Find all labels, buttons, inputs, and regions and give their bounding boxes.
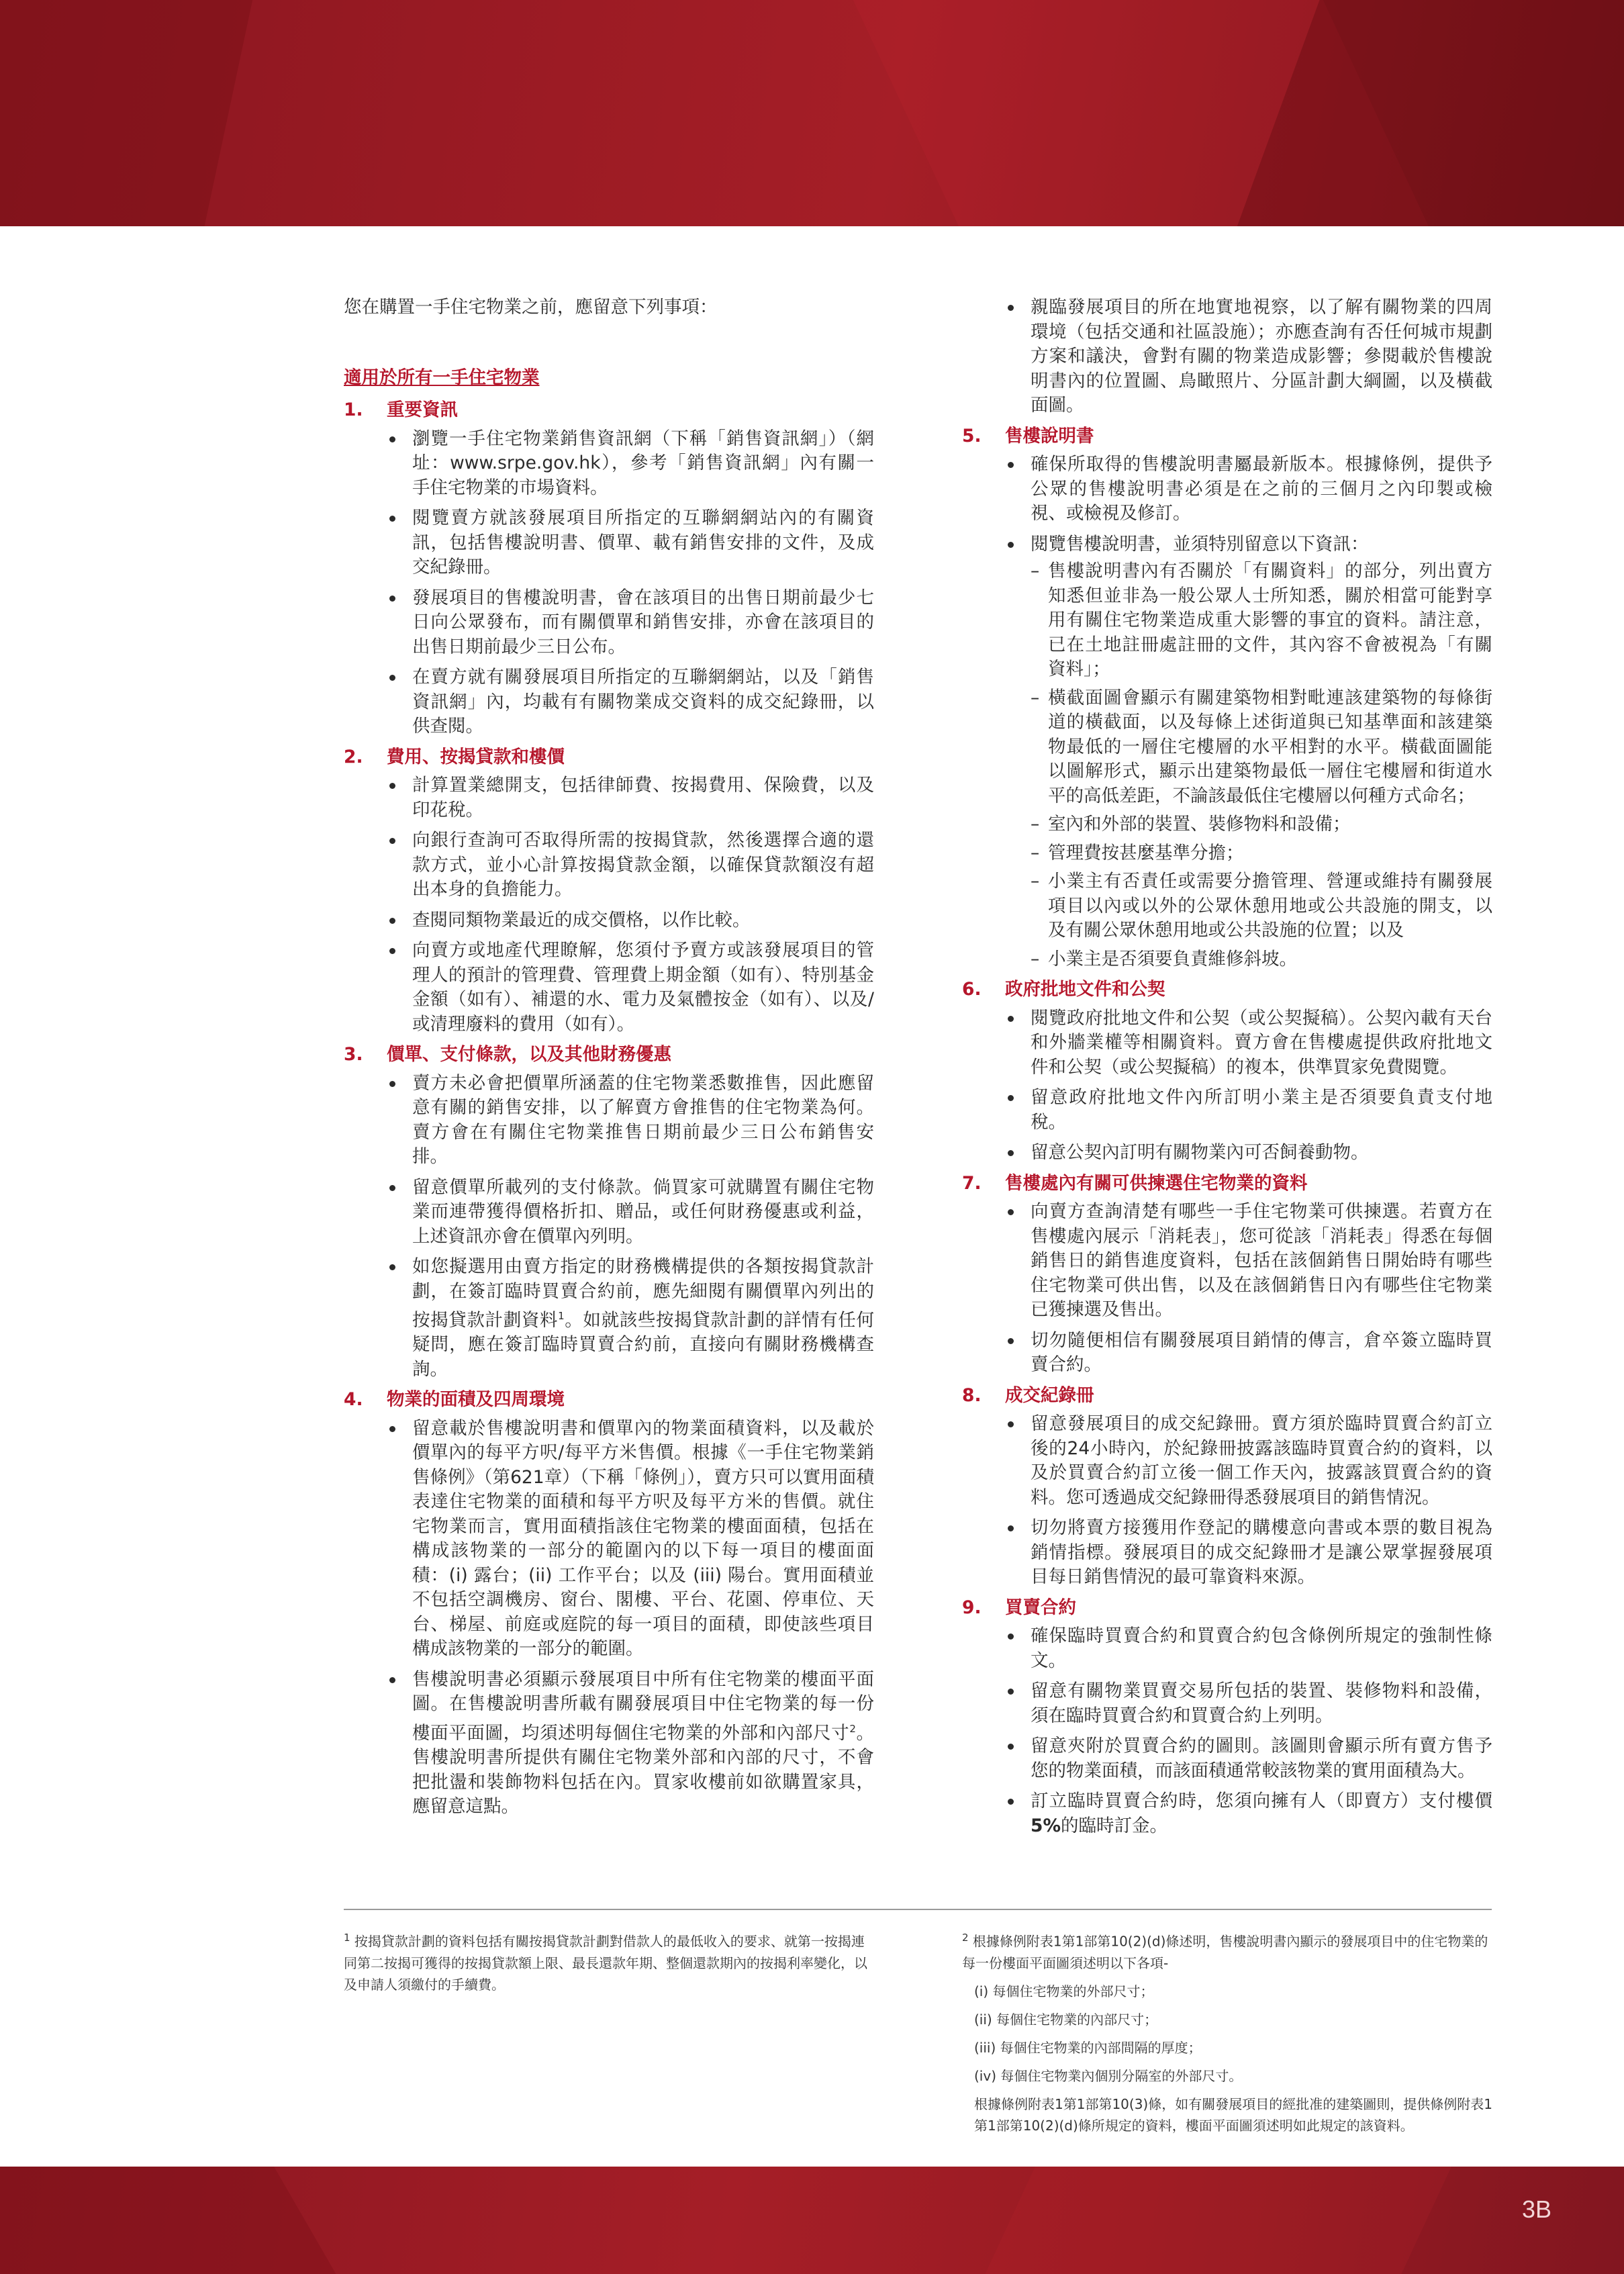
list-item: 向銀行查詢可否取得所需的按揭貸款，然後選擇合適的還款方式，並小心計算按揭貸款金額，以確保貸款額沒有超出本身的負擔能力。 xyxy=(387,828,874,902)
sublist-item: – 室內和外部的裝置、裝修物料和設備； xyxy=(1031,812,1492,837)
list-item: 發展項目的售樓說明書，會在該項目的出售日期前最少七日向公眾發布，而有關價單和銷售安排，亦會在該項目的出售日期前最少三日公布。 xyxy=(387,586,874,660)
footnote-divider xyxy=(344,1909,1492,1910)
sublist-item: – 售樓說明書內有否關於「有關資料」的部分，列出賣方知悉但並非為一般公眾人士所知悉，關於相當可能對享用有關住宅物業造成重大影響的事宜的資料。請注意，已在土地註冊處註冊的文件，其內容不會被視為「有關資料」； xyxy=(1031,559,1492,682)
list-item: 售樓說明書必須顯示發展項目中所有住宅物業的樓面平面圖。在售樓說明書所載有關發展項目中住宅物業的每一份樓面平面圖，均須述明每個住宅物業的外部和內部尺寸$^2$。售樓說明書所提供有關住宅物業外部和內部的尺寸，不會把批盪和裝飾物料包括在內。買家收樓前如欲購置家具，應留意這點。 xyxy=(387,1668,874,1819)
list-item: 瀏覽一手住宅物業銷售資訊網（下稱「銷售資訊網」）（網址：www.srpe.gov.hk），參考「銷售資訊網」內有關一手住宅物業的市場資料。 xyxy=(387,427,874,501)
footnote-item: (ii) 每個住宅物業的內部尺寸； xyxy=(974,2011,1158,2028)
page-number: 3B xyxy=(1521,2195,1551,2223)
sublist-item: – 小業主是否須要負責維修斜坡。 xyxy=(1031,947,1492,972)
list-8 xyxy=(962,1412,1492,1590)
list-3 xyxy=(344,1072,874,1382)
sublist-item: – 管理費按甚麼基準分擔； xyxy=(1031,841,1492,866)
list-item: 賣方未必會把價單所涵蓋的住宅物業悉數推售，因此應留意有關的銷售安排，以了解賣方會推售的住宅物業為何。賣方會在有關住宅物業推售日期前最少三日公布銷售安排。 xyxy=(387,1072,874,1170)
list-item: 確保所取得的售樓說明書屬最新版本。根據條例，提供予公眾的售樓說明書必須是在之前的三個月之內印製或檢視、或檢視及修訂。 xyxy=(1005,453,1492,526)
footnote-2: $^2$ 根據條例附表1第1部第10(2)(d)條述明，售樓說明書內顯示的發展項目中的住宅物業的每一份樓面平面圖須述明以下各項- (i) 每個住宅物業的外部尺寸； (ii) 每個住宅物業的內部尺寸； (iii) 每個住宅物業的內部間隔的厚度； (iv) 每個住宅物業內個別分隔室的外部尺寸。 根據條例附表1第1部第10(3)條，如有關發展項目的經批准的建築圖則，提供條例附表1第1部第10(2)(d)條所規定的資料，樓面平面圖須述明如此規定的該資料。 xyxy=(962,1927,1492,2143)
heading-6: 6. 政府批地文件和公契 xyxy=(962,979,1165,1000)
list-item: 留意價單所載列的支付條款。倘買家可就購置有關住宅物業而連帶獲得價格折扣、贈品，或任何財務優惠或利益，上述資訊亦會在價單內列明。 xyxy=(387,1176,874,1249)
footnote-item: (i) 每個住宅物業的外部尺寸； xyxy=(974,1983,1154,1999)
heading-5: 5. 售樓說明書 xyxy=(962,425,1094,446)
deposit-percent: 5% xyxy=(1031,1815,1061,1836)
heading-8: 8. 成交紀錄冊 xyxy=(962,1384,1094,1406)
list-item: 閱覽售樓說明書，並須特別留意以下資訊： – 售樓說明書內有否關於「有關資料」的部分，列出賣方知悉但並非為一般公眾人士所知悉，關於相當可能對享用有關住宅物業造成重大影響的事宜的資料。請注意，已在土地註冊處註冊的文件，其內容不會被視為「有關資料」； – 橫截面圖會顯示有關建築物相對毗連該建築物的每條街道的橫截面，以及每條上述街道與已知基準面和該建築物最低的一層住宅樓層的水平相對的水平。橫截面圖能以圖解形式，顯示出建築物最低一層住宅樓層和街道水平的高低差距，不論該最低住宅樓層以何種方式命名； – 室內和外部的裝置、裝修物料和設備； – 管理費按甚麼基準分擔； – 小業主有否責任或需要分擔管理、營運或維持有關發展項目以內或以外的公眾休憩用地或公共設施的開支，以及有關公眾休憩用地或公共設施的位置；以及 – 小業主是否須要負責維修斜坡。 xyxy=(1005,532,1492,972)
list-7 xyxy=(962,1200,1492,1378)
sublist xyxy=(1031,559,1492,972)
list-item: 留意發展項目的成交紀錄冊。賣方須於臨時買賣合約訂立後的24小時內，於紀錄冊披露該臨時買賣合約的資料，以及於買賣合約訂立後一個工作天內，披露該買賣合約的資料。您可透過成交紀錄冊得悉發展項目的銷售情況。 xyxy=(1005,1412,1492,1510)
banner-facet xyxy=(975,2167,1454,2274)
footnote-outro: 根據條例附表1第1部第10(3)條，如有關發展項目的經批准的建築圖則，提供條例附表1第1部第10(2)(d)條所規定的資料，樓面平面圖須述明如此規定的該資料。 xyxy=(974,2095,1492,2134)
list-4 xyxy=(344,1417,874,1819)
list-6 xyxy=(962,1006,1492,1166)
list-item: 訂立臨時買賣合約時，您須向擁有人（即賣方）支付樓價5%的臨時訂金。 xyxy=(1005,1789,1492,1838)
list-item: 切勿將賣方接獲用作登記的購樓意向書或本票的數目視為銷情指標。發展項目的成交紀錄冊才是讓公眾掌握發展項目每日銷售情況的最可靠資料來源。 xyxy=(1005,1516,1492,1590)
list-9 xyxy=(962,1624,1492,1838)
right-column xyxy=(962,295,1492,1844)
heading-7: 7. 售樓處內有關可供揀選住宅物業的資料 xyxy=(962,1172,1308,1194)
list-item: 切勿隨便相信有關發展項目銷情的傳言，倉卒簽立臨時買賣合約。 xyxy=(1005,1329,1492,1378)
list-item: 親臨發展項目的所在地實地視察，以了解有關物業的四周環境（包括交通和社區設施）；亦應查詢有否任何城市規劃方案和議決，會對有關的物業造成影響；參閱載於售樓說明書內的位置圖、鳥瞰照片、分區計劃大綱圖，以及橫截面圖。 xyxy=(1005,295,1492,418)
list-2 xyxy=(344,773,874,1037)
left-column xyxy=(344,295,874,1826)
banner-facet xyxy=(0,2167,348,2274)
list-item: 留意有關物業買賣交易所包括的裝置、裝修物料和設備，須在臨時買賣合約和買賣合約上列明。 xyxy=(1005,1679,1492,1728)
intro-text: 您在購置一手住宅物業之前，應留意下列事項： xyxy=(344,297,718,318)
list-item: 閱覽政府批地文件和公契（或公契擬稿）。公契內載有天台和外牆業權等相關資料。賣方會在售樓處提供政府批地文件和公契（或公契擬稿）的複本，供準買家免費閱覽。 xyxy=(1005,1006,1492,1080)
footnote-ref-2: 2 xyxy=(849,1722,856,1735)
list-item: 閱覽賣方就該發展項目所指定的互聯網網站內的有關資訊，包括售樓說明書、價單、載有銷售安排的文件，及成交紀錄冊。 xyxy=(387,506,874,580)
list-item: 留意公契內訂明有關物業內可否飼養動物。 xyxy=(1005,1141,1492,1166)
list-4-continued xyxy=(962,295,1492,418)
list-item: 計算置業總開支，包括律師費、按揭費用、保險費，以及印花稅。 xyxy=(387,773,874,822)
list-item: 留意政府批地文件內所訂明小業主是否須要負責支付地稅。 xyxy=(1005,1086,1492,1135)
section-title: 適用於所有一手住宅物業 xyxy=(344,367,540,388)
sublist-item: – 小業主有否責任或需要分擔管理、營運或維持有關發展項目以內或以外的公眾休憩用地或公共設施的開支，以及有關公眾休憩用地或公共設施的位置；以及 xyxy=(1031,869,1492,943)
heading-4: 4. 物業的面積及四周環境 xyxy=(344,1389,565,1411)
sublist-item: – 橫截面圖會顯示有關建築物相對毗連該建築物的每條街道的橫截面，以及每條上述街道與已知基準面和該建築物最低的一層住宅樓層的水平相對的水平。橫截面圖能以圖解形式，顯示出建築物最低一層住宅樓層和街道水平的高低差距，不論該最低住宅樓層以何種方式命名； xyxy=(1031,686,1492,809)
top-banner xyxy=(0,0,1624,226)
heading-1: 1. 重要資訊 xyxy=(344,399,458,420)
list-item: 留意載於售樓說明書和價單內的物業面積資料，以及載於價單內的每平方呎/每平方米售價。根據《一手住宅物業銷售條例》（第621章）（下稱「條例」），賣方只可以實用面積表達住宅物業的面積和每平方呎及每平方米的售價。就住宅物業而言，實用面積指該住宅物業的樓面面積，包括在構成該物業的一部分的範圍內的以下每一項目的樓面面積：(i) 露台；(ii) 工作平台；以及 (iii) 陽台。實用面積並不包括空調機房、窗台、閣樓、平台、花園、停車位、天台、梯屋、前庭或庭院的每一項目的面積，即使該些項目構成該物業的一部分的範圍。 xyxy=(387,1417,874,1662)
banner-facet xyxy=(0,0,258,226)
list-item: 在賣方就有關發展項目所指定的互聯網網站，以及「銷售資訊網」內，均載有有關物業成交資料的成交紀錄冊，以供查閱。 xyxy=(387,665,874,739)
footnote-item: (iv) 每個住宅物業內個別分隔室的外部尺寸。 xyxy=(974,2067,1243,2084)
bottom-banner xyxy=(0,2167,1624,2274)
list-item: 如您擬選用由賣方指定的財務機構提供的各類按揭貸款計劃，在簽訂臨時買賣合約前，應先細閱有關價單內列出的按揭貸款計劃資料$^1$。如就該些按揭貸款計劃的詳情有任何疑問，應在簽訂臨時買賣合約前，直接向有關財務機構查詢。 xyxy=(387,1255,874,1382)
heading-9: 9. 買賣合約 xyxy=(962,1597,1076,1618)
footnote-1: $^1$ 按揭貸款計劃的資料包括有關按揭貸款計劃對借款人的最低收入的要求、就第一按揭連同第二按揭可獲得的按揭貸款額上限、最長還款年期、整個還款期內的按揭利率變化，以及申請人須繳付的手續費。 xyxy=(344,1932,867,1993)
list-item: 留意夾附於買賣合約的圖則。該圖則會顯示所有賣方售予您的物業面積，而該面積通常較該物業的實用面積為大。 xyxy=(1005,1734,1492,1783)
list-1 xyxy=(344,427,874,739)
list-item: 確保臨時買賣合約和買賣合約包含條例所規定的強制性條文。 xyxy=(1005,1624,1492,1673)
list-item: 查閱同類物業最近的成交價格，以作比較。 xyxy=(387,908,874,933)
list-item: 向賣方或地產代理瞭解，您須付予賣方或該發展項目的管理人的預計的管理費、管理費上期金額（如有）、特別基金金額（如有）、補還的水、電力及氣體按金（如有）、以及/或清理廢料的費用（如有）。 xyxy=(387,939,874,1037)
footnote-item: (iii) 每個住宅物業的內部間隔的厚度； xyxy=(974,2039,1202,2056)
list-item: 向賣方查詢清楚有哪些一手住宅物業可供揀選。若賣方在售樓處內展示「消耗表」，您可從該「消耗表」得悉在每個銷售日的銷售進度資料，包括在該個銷售日開始時有哪些住宅物業可供出售，以及在該個銷售日內有哪些住宅物業已獲揀選及售出。 xyxy=(1005,1200,1492,1323)
list-5 xyxy=(962,453,1492,972)
footnote-ref-1: 1 xyxy=(558,1310,565,1322)
heading-2: 2. 費用、按揭貸款和樓價 xyxy=(344,746,565,767)
heading-3: 3. 價單、支付條款，以及其他財務優惠 xyxy=(344,1044,671,1065)
